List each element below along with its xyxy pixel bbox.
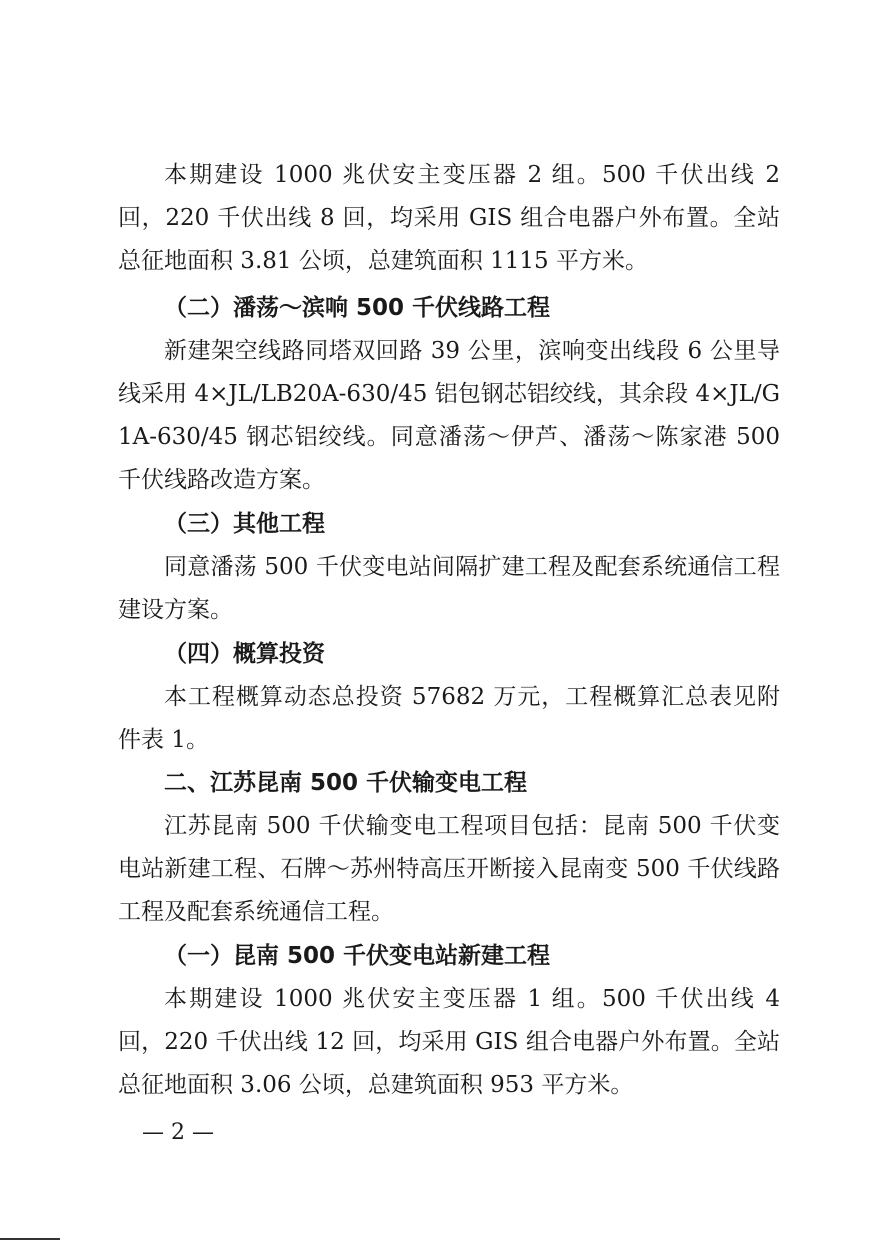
heading-line-project: （二）潘荡～滨响 500 千伏线路工程	[164, 295, 551, 321]
paragraph-kunnan-scope: 江苏昆南 500 千伏输变电工程项目包括：昆南 500 千伏变电站新建工程、石牌～苏州特高压开断接入昆南变 500 千伏线路工程及配套系统通信工程。	[118, 813, 780, 925]
paragraph-investment: 本工程概算动态总投资 57682 万元，工程概算汇总表见附件表 1。	[118, 684, 780, 753]
paragraph-line-project: 新建架空线路同塔双回路 39 公里，滨响变出线段 6 公里导线采用 4×JL/LB20A-630/45 铝包钢芯铝绞线，其余段 4×JL/G1A-630/45 钢芯铝绞线。同意潘荡～伊芦、潘荡～陈家港 500 千伏线路改造方案。	[118, 338, 780, 493]
paragraph-kunnan-substation: 本期建设 1000 兆伏安主变压器 1 组。500 千伏出线 4 回，220 千伏出线 12 回，均采用 GIS 组合电器户外布置。全站总征地面积 3.06 公顷，总建筑面积 953 平方米。	[118, 986, 780, 1098]
heading-kunnan-substation: （一）昆南 500 千伏变电站新建工程	[164, 943, 551, 969]
heading-kunnan-project: 二、江苏昆南 500 千伏输变电工程	[164, 770, 528, 796]
page-number: — 2 —	[142, 1120, 214, 1145]
heading-other-projects: （三）其他工程	[164, 511, 325, 537]
paragraph-other-projects: 同意潘荡 500 千伏变电站间隔扩建工程及配套系统通信工程建设方案。	[118, 554, 780, 623]
heading-investment: （四）概算投资	[164, 641, 325, 667]
paragraph-substation-1: 本期建设 1000 兆伏安主变压器 2 组。500 千伏出线 2 回，220 千伏出线 8 回，均采用 GIS 组合电器户外布置。全站总征地面积 3.81 公顷，总建筑面积 1115 平方米。	[118, 162, 780, 274]
scan-artifact-line	[0, 1238, 60, 1240]
